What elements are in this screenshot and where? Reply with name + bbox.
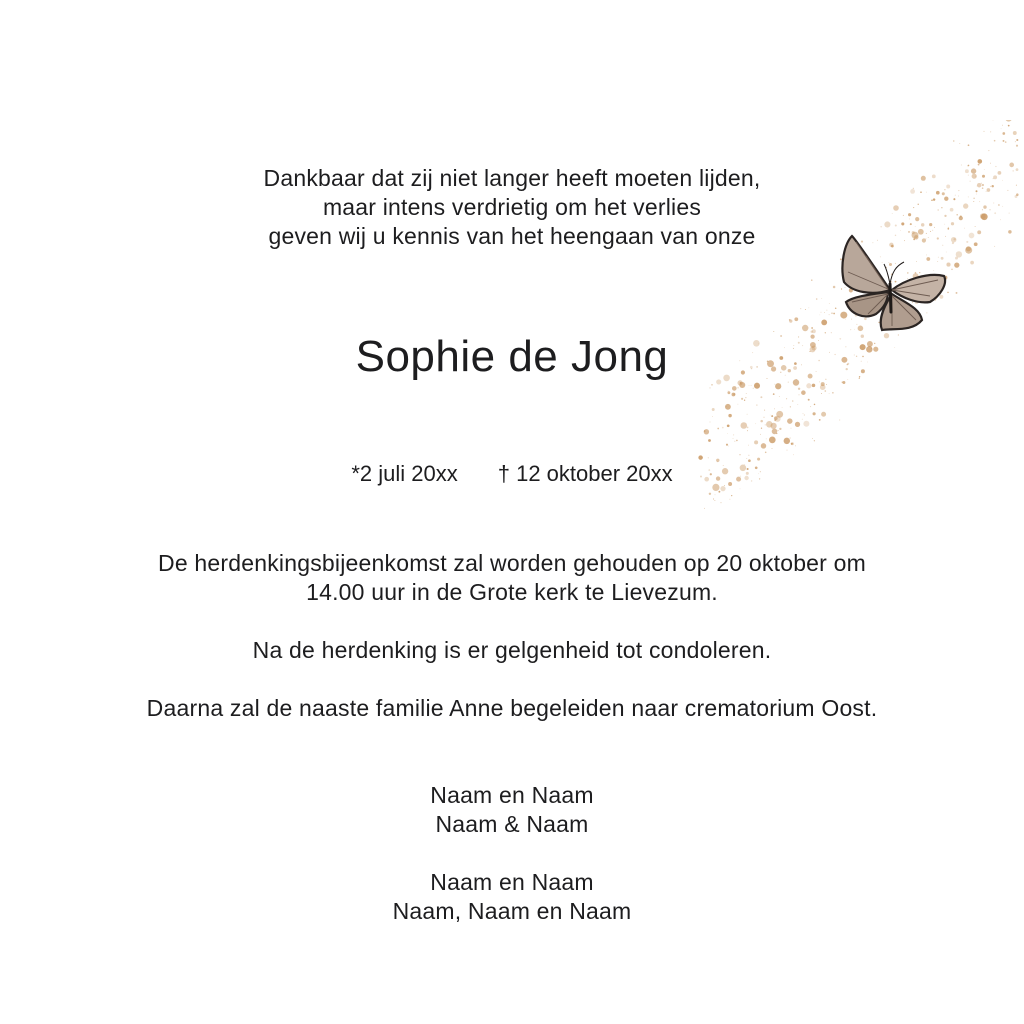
splatter-dot	[826, 384, 827, 385]
splatter-dot	[831, 312, 832, 313]
signature-line-2: Naam & Naam	[435, 811, 589, 837]
splatter-dot	[895, 281, 897, 283]
splatter-dot	[764, 417, 765, 418]
splatter-dot	[728, 414, 731, 417]
splatter-dot	[840, 312, 847, 319]
splatter-dot	[710, 422, 711, 423]
splatter-dot	[821, 319, 827, 325]
splatter-dot	[804, 414, 805, 415]
splatter-dot	[747, 430, 748, 431]
splatter-dot	[814, 440, 815, 441]
splatter-dot	[764, 410, 765, 411]
splatter-dot	[800, 308, 801, 309]
splatter-dot	[728, 446, 729, 447]
splatter-dot	[765, 452, 767, 454]
splatter-dot	[748, 445, 749, 446]
splatter-dot	[733, 438, 734, 439]
splatter-dot	[760, 396, 762, 398]
splatter-dot	[915, 272, 917, 274]
splatter-dot	[721, 502, 722, 503]
splatter-dot	[761, 443, 766, 448]
splatter-dot	[746, 458, 747, 459]
splatter-dot	[1002, 125, 1003, 126]
splatter-dot	[1008, 125, 1010, 127]
cremation-text: Daarna zal de naaste familie Anne begeleiden naar crematorium Oost.	[146, 695, 878, 721]
splatter-dot	[793, 454, 794, 455]
dates-row	[0, 461, 1024, 487]
splatter-dot	[808, 307, 809, 308]
splatter-dot	[959, 143, 960, 144]
splatter-dot	[835, 308, 837, 310]
splatter-dot	[806, 383, 811, 388]
splatter-dot	[769, 437, 776, 444]
splatter-dot	[728, 391, 729, 392]
splatter-dot	[747, 427, 749, 429]
splatter-dot	[754, 383, 760, 389]
splatter-dot	[994, 140, 996, 142]
splatter-dot	[821, 298, 822, 299]
splatter-dot	[736, 440, 738, 442]
splatter-dot	[741, 398, 743, 400]
splatter-dot	[745, 397, 746, 398]
splatter-dot	[748, 455, 749, 456]
splatter-dot	[878, 322, 879, 323]
splatter-dot	[727, 391, 730, 394]
splatter-dot	[802, 325, 808, 331]
splatter-dot	[839, 420, 840, 421]
splatter-dot	[858, 325, 864, 331]
splatter-dot	[1005, 120, 1012, 122]
splatter-dot	[1016, 139, 1018, 141]
splatter-dot	[926, 312, 927, 313]
splatter-dot	[956, 251, 962, 257]
splatter-dot	[794, 317, 798, 321]
splatter-dot	[953, 140, 954, 141]
splatter-dot	[984, 131, 985, 132]
splatter-dot	[850, 329, 851, 330]
splatter-dot	[779, 428, 781, 430]
splatter-dot	[840, 258, 842, 260]
splatter-dot	[895, 263, 896, 264]
splatter-dot	[795, 445, 796, 446]
splatter-dot	[832, 392, 834, 394]
ceremony-text-line-1: De herdenkingsbijeenkomst zal worden gehouden op 20 oktober om	[158, 550, 866, 576]
splatter-dot	[711, 384, 713, 386]
splatter-dot	[795, 422, 800, 427]
splatter-dot	[787, 450, 788, 451]
splatter-dot	[946, 252, 947, 253]
splatter-dot	[733, 434, 734, 435]
splatter-dot	[771, 415, 773, 417]
splatter-dot	[810, 406, 811, 407]
splatter-dot	[1003, 140, 1005, 142]
death-date: † 12 oktober 20xx	[497, 461, 673, 486]
splatter-dot	[1002, 132, 1005, 135]
splatter-dot	[907, 272, 909, 274]
splatter-dot	[731, 495, 732, 496]
splatter-dot	[1005, 141, 1007, 143]
splatter-dot	[735, 441, 736, 442]
splatter-dot	[749, 385, 750, 386]
splatter-dot	[739, 454, 740, 455]
intro-line-2: maar intens verdrietig om het verlies	[322, 194, 702, 220]
splatter-dot	[829, 393, 830, 394]
splatter-dot	[776, 433, 777, 434]
splatter-dot	[708, 457, 709, 458]
splatter-dot	[889, 263, 892, 266]
condolence-text: Na de herdenking is er gelgenheid tot condoleren.	[252, 637, 772, 663]
splatter-dot	[882, 262, 883, 263]
splatter-dot	[791, 428, 792, 429]
splatter-dot	[939, 295, 943, 299]
splatter-dot	[854, 329, 855, 330]
splatter-dot	[714, 500, 715, 501]
splatter-dot	[816, 298, 818, 300]
splatter-dot	[814, 404, 816, 406]
splatter-dot	[712, 416, 713, 417]
splatter-dot	[989, 150, 990, 151]
splatter-dot	[880, 257, 881, 258]
splatter-dot	[805, 309, 806, 310]
splatter-dot	[829, 303, 830, 304]
birth-date: *2 juli 20xx	[351, 461, 458, 486]
splatter-dot	[891, 281, 892, 282]
splatter-dot	[725, 404, 731, 410]
splatter-dot	[970, 261, 974, 265]
splatter-dot	[704, 429, 709, 434]
splatter-dot	[698, 455, 702, 459]
splatter-dot	[941, 257, 944, 260]
ceremony-text-line-2: 14.00 uur in de Grote kerk te Lievezum.	[306, 579, 718, 605]
splatter-dot	[951, 269, 952, 270]
splatter-dot	[829, 314, 830, 315]
splatter-dot	[864, 317, 867, 320]
splatter-dot	[761, 428, 762, 429]
splatter-dot	[889, 262, 890, 263]
splatter-dot	[801, 390, 806, 395]
splatter-dot	[845, 319, 846, 320]
splatter-dot	[790, 406, 791, 407]
splatter-dot	[811, 279, 812, 280]
intro-line-1: Dankbaar dat zij niet langer heeft moeten lijden,	[263, 165, 761, 191]
splatter-dot	[713, 499, 714, 500]
signature-line-3: Naam en Naam	[430, 869, 594, 895]
splatter-dot	[755, 423, 756, 424]
splatter-dot	[704, 508, 705, 509]
splatter-dot	[774, 384, 775, 385]
splatter-dot	[710, 387, 711, 388]
splatter-dot	[778, 430, 779, 431]
splatter-dot	[737, 387, 739, 389]
splatter-dot	[756, 405, 757, 406]
splatter-dot	[933, 270, 934, 271]
splatter-dot	[770, 415, 771, 416]
splatter-dot	[774, 408, 775, 409]
splatter-dot	[746, 393, 747, 394]
splatter-dot	[813, 412, 816, 415]
splatter-dot	[738, 404, 739, 405]
splatter-dot	[712, 408, 715, 411]
splatter-dot	[774, 416, 778, 420]
splatter-dot	[954, 262, 959, 267]
splatter-dot	[821, 312, 822, 313]
splatter-dot	[740, 488, 741, 489]
splatter-dot	[779, 396, 780, 397]
splatter-dot	[912, 302, 913, 303]
splatter-dot	[845, 287, 846, 288]
splatter-dot	[726, 444, 728, 446]
splatter-dot	[727, 424, 730, 427]
splatter-dot	[760, 434, 761, 435]
splatter-dot	[792, 400, 794, 402]
splatter-dot	[732, 386, 737, 391]
splatter-dot	[715, 494, 716, 495]
splatter-dot	[717, 428, 719, 430]
splatter-dot	[812, 438, 813, 439]
splatter-dot	[787, 418, 792, 423]
splatter-dot	[798, 388, 800, 390]
splatter-dot	[772, 448, 773, 449]
splatter-dot	[827, 310, 828, 311]
splatter-dot	[733, 393, 735, 395]
splatter-dot	[937, 261, 938, 262]
splatter-dot	[747, 414, 748, 415]
splatter-dot	[811, 327, 813, 329]
splatter-dot	[722, 427, 724, 429]
splatter-dot	[797, 404, 798, 405]
splatter-dot	[709, 493, 711, 495]
intro-line-3: geven wij u kennis van het heengaan van onze	[268, 223, 756, 249]
splatter-dot	[812, 384, 816, 388]
splatter-dot	[926, 254, 927, 255]
splatter-dot	[789, 319, 791, 321]
splatter-dot	[990, 131, 991, 132]
splatter-dot	[821, 412, 826, 417]
splatter-dot	[753, 388, 754, 389]
splatter-dot	[790, 438, 791, 439]
splatter-dot	[765, 424, 766, 425]
splatter-dot	[773, 393, 775, 395]
splatter-dot	[791, 443, 793, 445]
splatter-dot	[1013, 131, 1017, 135]
splatter-dot	[754, 440, 758, 444]
splatter-dot	[766, 421, 773, 428]
splatter-dot	[775, 383, 781, 389]
splatter-dot	[1016, 145, 1018, 147]
splatter-dot	[760, 420, 763, 423]
splatter-dot	[820, 384, 826, 390]
splatter-dot	[740, 422, 747, 429]
splatter-dot	[833, 313, 835, 315]
splatter-dot	[926, 257, 930, 261]
splatter-dot	[819, 419, 821, 421]
splatter-dot	[744, 400, 745, 401]
splatter-dot	[968, 144, 970, 146]
splatter-dot	[819, 314, 820, 315]
splatter-dot	[841, 288, 842, 289]
splatter-dot	[851, 319, 852, 320]
splatter-dot	[727, 433, 728, 434]
splatter-dot	[947, 292, 949, 294]
signature-line-1: Naam en Naam	[430, 782, 594, 808]
splatter-dot	[802, 419, 803, 420]
splatter-dot	[916, 261, 917, 262]
splatter-dot	[946, 263, 950, 267]
splatter-dot	[708, 439, 711, 442]
splatter-dot	[919, 272, 920, 273]
splatter-dot	[856, 324, 857, 325]
splatter-dot	[1001, 128, 1002, 129]
splatter-dot	[824, 390, 826, 392]
deceased-name: Sophie de Jong	[355, 332, 669, 381]
splatter-dot	[729, 499, 730, 500]
signature-line-4: Naam, Naam en Naam	[392, 898, 632, 924]
splatter-dot	[803, 413, 804, 414]
splatter-dot	[803, 421, 809, 427]
splatter-dot	[766, 439, 767, 440]
splatter-dot	[938, 257, 939, 258]
splatter-dot	[821, 393, 822, 394]
splatter-dot	[833, 286, 836, 289]
splatter-dot	[751, 385, 752, 386]
splatter-dot	[718, 491, 720, 493]
splatter-dot	[799, 395, 800, 396]
splatter-dot	[784, 438, 790, 444]
splatter-dot	[824, 312, 825, 313]
splatter-dot	[808, 399, 810, 401]
splatter-dot	[1015, 141, 1016, 142]
splatter-dot	[782, 407, 783, 408]
splatter-dot	[956, 292, 958, 294]
splatter-dot	[907, 278, 908, 279]
splatter-dot	[786, 398, 787, 399]
